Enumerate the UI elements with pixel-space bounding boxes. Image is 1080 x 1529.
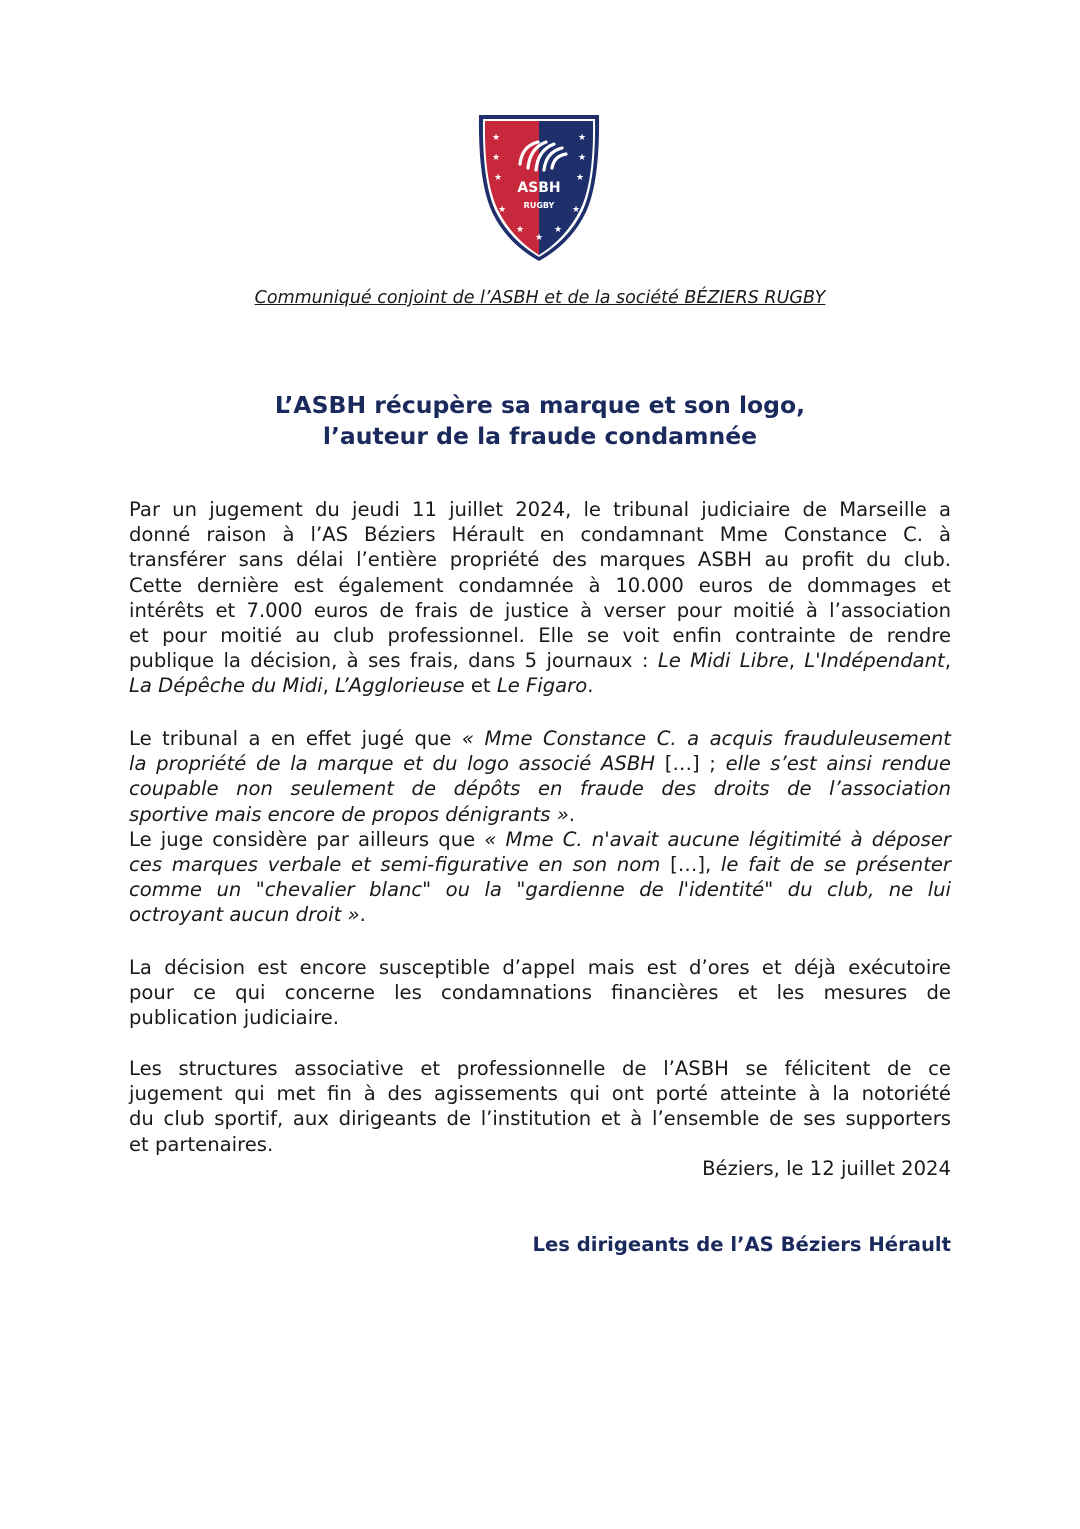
text-line: donné raison à l’AS Béziers Hérault en condamnant Mme Constance C. à bbox=[129, 523, 951, 547]
paragraph-tribunal-quotes bbox=[129, 726, 951, 928]
asbh-rugby-logo bbox=[476, 112, 602, 262]
headline-line-1: L’ASBH récupère sa marque et son logo, bbox=[274, 391, 806, 419]
text-fragment: , bbox=[788, 649, 805, 673]
svg-text:★: ★ bbox=[575, 173, 585, 183]
text-fragment: . bbox=[568, 802, 576, 826]
page-title bbox=[0, 390, 1080, 452]
communique-subtitle: Communiqué conjoint de l’ASBH et de la société BÉZIERS RUGBY bbox=[254, 288, 826, 308]
svg-text:★: ★ bbox=[491, 153, 501, 163]
paragraph-conclusion bbox=[129, 1056, 951, 1157]
svg-text:★: ★ bbox=[577, 133, 587, 143]
text-line bbox=[129, 827, 951, 852]
text-line: jugement qui met fin à des agissements qui ont porté atteinte à la notoriété bbox=[129, 1082, 951, 1106]
date-line: Béziers, le 12 juillet 2024 bbox=[702, 1157, 951, 1180]
text-line: La décision est encore susceptible d’appel mais est d’ores et déjà exécutoire bbox=[129, 956, 951, 979]
logo-asbh-text: ASBH bbox=[517, 180, 561, 196]
text-line bbox=[129, 877, 951, 902]
newspaper-name: Le Figaro bbox=[496, 674, 588, 698]
quote-fragment: elle s’est ainsi rendue bbox=[725, 752, 951, 776]
text-fragment: et bbox=[464, 674, 497, 698]
text-line: Les structures associative et professionnelle de l’ASBH se félicitent de ce bbox=[129, 1057, 951, 1080]
svg-text:★: ★ bbox=[497, 205, 507, 215]
quote-fragment: ces marques verbale et semi-figurative en son nom bbox=[129, 853, 671, 877]
text-line bbox=[129, 751, 951, 776]
text-line: et partenaires. bbox=[129, 1132, 274, 1156]
signature: Les dirigeants de l’AS Béziers Hérault bbox=[532, 1233, 951, 1256]
svg-text:★: ★ bbox=[515, 225, 525, 235]
text-fragment: […] ; bbox=[664, 752, 726, 776]
quote-fragment: coupable non seulement de dépôts en fraude des droits de l’association bbox=[129, 777, 951, 801]
text-fragment: . bbox=[359, 903, 366, 927]
text-line bbox=[129, 726, 951, 751]
newspaper-name: L'Indépendant bbox=[804, 649, 945, 673]
text-fragment: . bbox=[587, 674, 594, 698]
newspaper-name: Le Midi Libre bbox=[657, 649, 789, 673]
text-fragment: , bbox=[944, 649, 951, 673]
svg-text:★: ★ bbox=[571, 205, 581, 215]
text-line bbox=[129, 648, 951, 673]
text-line: pour ce qui concerne les condamnations financières et les mesures de bbox=[129, 981, 951, 1005]
text-fragment: Le tribunal a en effet jugé que bbox=[129, 727, 462, 750]
text-fragment: […], bbox=[670, 853, 721, 877]
quote-fragment: octroyant aucun droit » bbox=[129, 903, 360, 927]
text-line bbox=[129, 776, 951, 801]
paragraph-appeal bbox=[129, 955, 951, 1031]
svg-text:★: ★ bbox=[493, 173, 503, 183]
text-line bbox=[129, 902, 951, 927]
quote-fragment: « Mme Constance C. a acquis frauduleusement bbox=[461, 727, 951, 750]
quote-fragment: sportive mais encore de propos dénigrants » bbox=[129, 802, 569, 826]
svg-text:★: ★ bbox=[553, 225, 563, 235]
text-fragment: , bbox=[322, 674, 336, 698]
paragraph-judgment bbox=[129, 497, 951, 699]
text-line bbox=[129, 852, 951, 877]
newspaper-name: L’Agglorieuse bbox=[335, 674, 465, 698]
logo-rugby-text: RUGBY bbox=[523, 201, 555, 210]
text-line: publication judiciaire. bbox=[129, 1006, 340, 1030]
text-fragment: publique la décision, à ses frais, dans 5 journaux : bbox=[129, 649, 658, 673]
quote-fragment: le fait de se présenter bbox=[720, 853, 951, 877]
quote-fragment: « Mme C. n'avait aucune légitimité à déposer bbox=[484, 827, 951, 851]
headline-line-2: l’auteur de la fraude condamnée bbox=[322, 422, 758, 450]
text-line: et pour moitié au club professionnel. Elle se voit enfin contrainte de rendre bbox=[129, 624, 951, 648]
text-line bbox=[129, 802, 951, 827]
text-fragment: Le juge considère par ailleurs que bbox=[129, 827, 485, 851]
text-line: transférer sans délai l’entière propriété des marques ASBH au profit du club. bbox=[129, 548, 951, 572]
text-line: intérêts et 7.000 euros de frais de justice à verser pour moitié à l’association bbox=[129, 598, 951, 622]
text-line bbox=[129, 673, 951, 698]
text-line: Par un jugement du jeudi 11 juillet 2024, le tribunal judiciaire de Marseille a bbox=[129, 498, 951, 521]
svg-text:★: ★ bbox=[577, 153, 587, 163]
svg-text:★: ★ bbox=[534, 233, 544, 243]
text-line: du club sportif, aux dirigeants de l’institution et à l’ensemble de ses supporters bbox=[129, 1107, 951, 1131]
newspaper-name: La Dépêche du Midi bbox=[129, 674, 323, 698]
quote-fragment: la propriété de la marque et du logo associé ASBH bbox=[129, 752, 665, 776]
quote-fragment: comme un "chevalier blanc" ou la "gardienne de l'identité" du club, ne lui bbox=[129, 878, 951, 902]
text-line: Cette dernière est également condamnée à 10.000 euros de dommages et bbox=[129, 573, 951, 597]
svg-text:★: ★ bbox=[491, 133, 501, 143]
